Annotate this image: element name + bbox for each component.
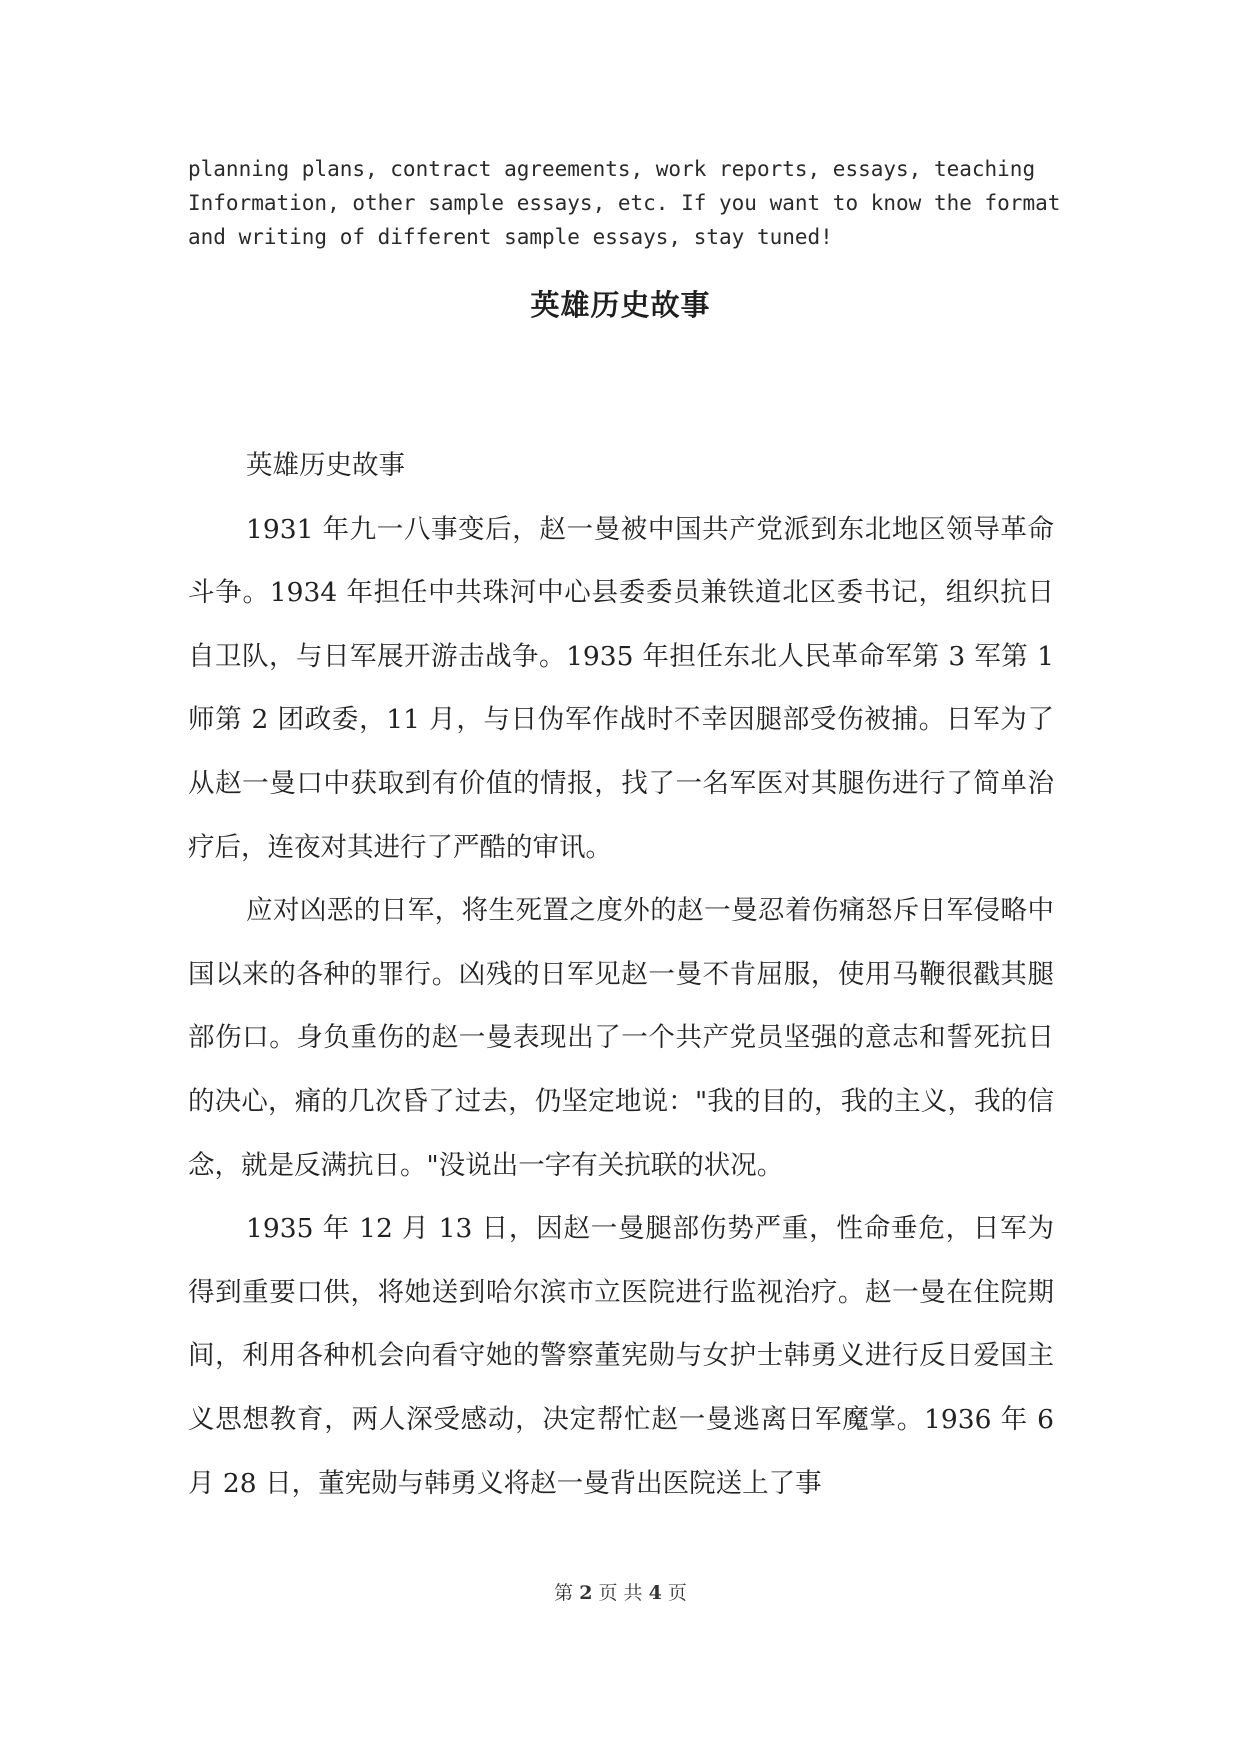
document-title: 英雄历史故事: [530, 288, 711, 322]
intro-text: planning plans, contract agreements, work reports, essays, teaching Information, other sample essays, etc. If you want to know the format and writing of different sample essays, stay tuned!: [188, 157, 1061, 249]
footer-middle: 页 共: [598, 1582, 643, 1604]
paragraph-2: 应对凶恶的日军，将生死置之度外的赵一曼忍着伤痛怒斥日军侵略中国以来的各种的罪行。凶残的日军见赵一曼不肯屈服，使用马鞭很戳其腿部伤口。身负重伤的赵一曼表现出了一个共产党员坚强的意志和誓死抗日的决心，痛的几次昏了过去，仍坚定地说："我的目的，我的主义，我的信念，就是反满抗日。"没说出一字有关抗联的状况。: [188, 895, 1054, 1181]
paragraph-3: 1935 年 12 月 13 日，因赵一曼腿部伤势严重，性命垂危，日军为得到重要口供，将她送到哈尔滨市立医院进行监视治疗。赵一曼在住院期间，利用各种机会向看守她的警察董宪勋与女护士韩勇义进行反日爱国主义思想教育，两人深受感动，决定帮忙赵一曼逃离日军魔掌。1936 年 6 月 28 日，董宪勋与韩勇义将赵一曼背出医院送上了事: [188, 1213, 1054, 1499]
section-subheading: 英雄历史故事: [246, 450, 405, 481]
footer-suffix: 页: [667, 1582, 687, 1604]
current-page-number: 2: [579, 1582, 593, 1604]
footer-prefix: 第: [554, 1582, 574, 1604]
document-body: [188, 434, 1054, 1515]
paragraph-1: 1931 年九一八事变后，赵一曼被中国共产党派到东北地区领导革命斗争。1934 年担任中共珠河中心县委委员兼铁道北区委书记，组织抗日自卫队，与日军展开游击战争。1935 年担任东北人民革命军第 3 军第 1 师第 2 团政委，11 月，与日伪军作战时不幸因腿部受伤被捕。日军为了从赵一曼口中获取到有价值的情报，找了一名军医对其腿伤进行了简单治疗后，连夜对其进行了严酷的审讯。: [188, 513, 1054, 863]
page-footer: [0, 1578, 1241, 1605]
total-pages-number: 4: [648, 1582, 662, 1604]
